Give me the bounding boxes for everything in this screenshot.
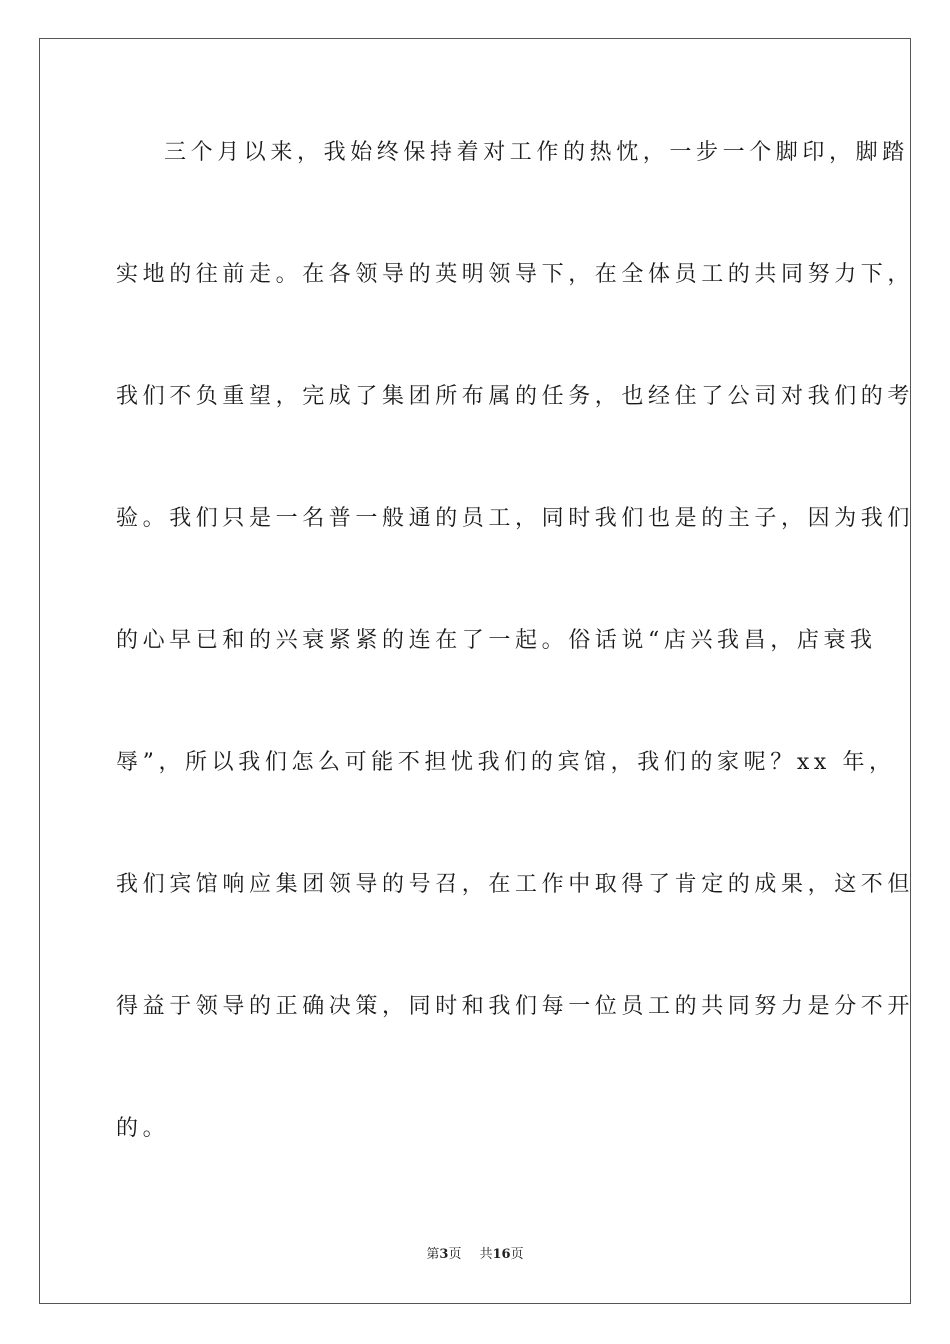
text-line: 得益于领导的正确决策，同时和我们每一位员工的共同努力是分不开 [116,994,915,1019]
text-line: 我们宾馆响应集团领导的号召，在工作中取得了肯定的成果，这不但 [116,872,915,897]
page-prefix: 第 [426,1247,440,1262]
text-line: 我们不负重望，完成了集团所布属的任务，也经住了公司对我们的考 [116,384,915,409]
text-line: 辱”，所以我们怎么可能不担忧我们的宾馆，我们的家呢？xx 年， [116,750,896,775]
text-line: 验。我们只是一名普一般通的员工，同时我们也是的主子，因为我们 [116,506,915,531]
page-suffix: 页 [448,1247,462,1262]
total-pages: 16 [492,1247,511,1262]
page-footer [0,1246,950,1264]
page-number: 3 [439,1247,449,1262]
text-line: 的。 [116,1116,170,1141]
text-line: 三个月以来，我始终保持着对工作的热忱，一步一个脚印，脚踏 [164,140,909,165]
text-line: 的心早已和的兴衰紧紧的连在了一起。俗话说“店兴我昌，店衰我 [116,628,877,653]
text-line: 实地的往前走。在各领导的英明领导下，在全体员工的共同努力下， [116,262,915,287]
total-prefix: 共 [479,1247,493,1262]
total-suffix: 页 [510,1247,524,1262]
